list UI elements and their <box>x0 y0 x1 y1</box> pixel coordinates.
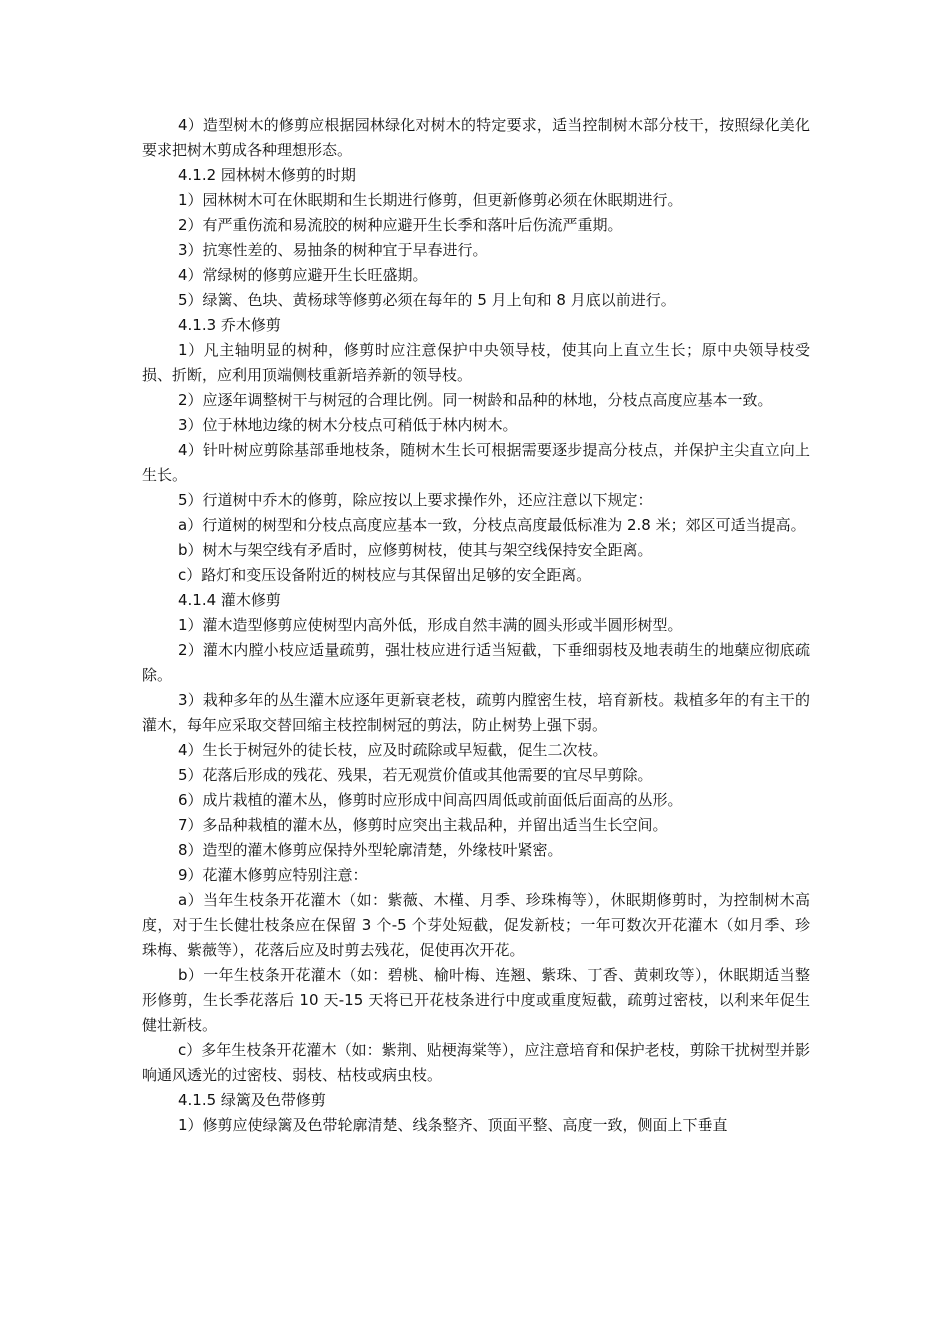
section-heading: 4.1.4 灌木修剪 <box>178 591 281 609</box>
paragraph: 4）常绿树的修剪应避开生长旺盛期。 <box>178 266 428 284</box>
section-heading: 4.1.2 园林树木修剪的时期 <box>178 166 356 184</box>
document-page <box>142 113 810 1138</box>
paragraph: 2）应逐年调整树干与树冠的合理比例。同一树龄和品种的林地，分枝点高度应基本一致。 <box>178 391 773 409</box>
paragraph: 5）绿篱、色块、黄杨球等修剪必须在每年的 5 月上旬和 8 月底以前进行。 <box>178 291 676 309</box>
paragraph: 3）栽种多年的丛生灌木应逐年更新衰老枝，疏剪内膛密生枝，培育新枝。栽植多年的有主干的灌木，每年应采取交替回缩主枝控制树冠的剪法，防止树势上强下弱。 <box>142 691 810 734</box>
paragraph: 7）多品种栽植的灌木丛，修剪时应突出主栽品种，并留出适当生长空间。 <box>178 816 668 834</box>
paragraph: 5）行道树中乔木的修剪，除应按以上要求操作外，还应注意以下规定： <box>178 491 653 509</box>
paragraph: a）当年生枝条开花灌木（如：紫薇、木槿、月季、珍珠梅等），休眠期修剪时，为控制树木高度，对于生长健壮枝条应在保留 3 个-5 个芽处短截，促发新枝；一年可数次开花灌木（如月季、珍珠梅、紫薇等），花落后应及时剪去残花，促使再次开花。 <box>142 891 810 959</box>
paragraph: 2）有严重伤流和易流胶的树种应避开生长季和落叶后伤流严重期。 <box>178 216 623 234</box>
paragraph: b）树木与架空线有矛盾时，应修剪树枝，使其与架空线保持安全距离。 <box>178 541 653 559</box>
paragraph: 4）造型树木的修剪应根据园林绿化对树木的特定要求，适当控制树木部分枝干，按照绿化美化要求把树木剪成各种理想形态。 <box>142 116 810 159</box>
paragraph: 3）位于林地边缘的树木分枝点可稍低于林内树木。 <box>178 416 518 434</box>
paragraph: 5）花落后形成的残花、残果，若无观赏价值或其他需要的宜尽早剪除。 <box>178 766 653 784</box>
paragraph: a）行道树的树型和分枝点高度应基本一致，分枝点高度最低标准为 2.8 米；郊区可适当提高。 <box>178 516 806 534</box>
paragraph: 1）修剪应使绿篱及色带轮廓清楚、线条整齐、顶面平整、高度一致，侧面上下垂直 <box>178 1116 728 1134</box>
paragraph: b）一年生枝条开花灌木（如：碧桃、榆叶梅、连翘、紫珠、丁香、黄刺玫等），休眠期适当整形修剪，生长季花落后 10 天-15 天将已开花枝条进行中度或重度短截，疏剪过密枝，以利来年促生健壮新枝。 <box>142 966 810 1034</box>
paragraph: 4）针叶树应剪除基部垂地枝条，随树木生长可根据需要逐步提高分枝点，并保护主尖直立向上生长。 <box>142 441 810 484</box>
paragraph: 8）造型的灌木修剪应保持外型轮廓清楚，外缘枝叶紧密。 <box>178 841 563 859</box>
section-heading: 4.1.3 乔木修剪 <box>178 316 281 334</box>
paragraph: 1）园林树木可在休眠期和生长期进行修剪，但更新修剪必须在休眠期进行。 <box>178 191 683 209</box>
paragraph: 1）凡主轴明显的树种，修剪时应注意保护中央领导枝，使其向上直立生长；原中央领导枝受损、折断，应利用顶端侧枝重新培养新的领导枝。 <box>142 341 810 384</box>
paragraph: 4）生长于树冠外的徒长枝，应及时疏除或早短截，促生二次枝。 <box>178 741 608 759</box>
paragraph: c）多年生枝条开花灌木（如：紫荆、贴梗海棠等），应注意培育和保护老枝，剪除干扰树型并影响通风透光的过密枝、弱枝、枯枝或病虫枝。 <box>142 1041 810 1084</box>
paragraph: 2）灌木内膛小枝应适量疏剪，强壮枝应进行适当短截，下垂细弱枝及地表萌生的地蘖应彻底疏除。 <box>142 641 810 684</box>
paragraph: c）路灯和变压设备附近的树枝应与其保留出足够的安全距离。 <box>178 566 592 584</box>
paragraph: 6）成片栽植的灌木丛，修剪时应形成中间高四周低或前面低后面高的丛形。 <box>178 791 683 809</box>
paragraph: 3）抗寒性差的、易抽条的树种宜于早春进行。 <box>178 241 488 259</box>
paragraph: 9）花灌木修剪应特别注意： <box>178 866 368 884</box>
section-heading: 4.1.5 绿篱及色带修剪 <box>178 1091 326 1109</box>
paragraph: 1）灌木造型修剪应使树型内高外低，形成自然丰满的圆头形或半圆形树型。 <box>178 616 683 634</box>
